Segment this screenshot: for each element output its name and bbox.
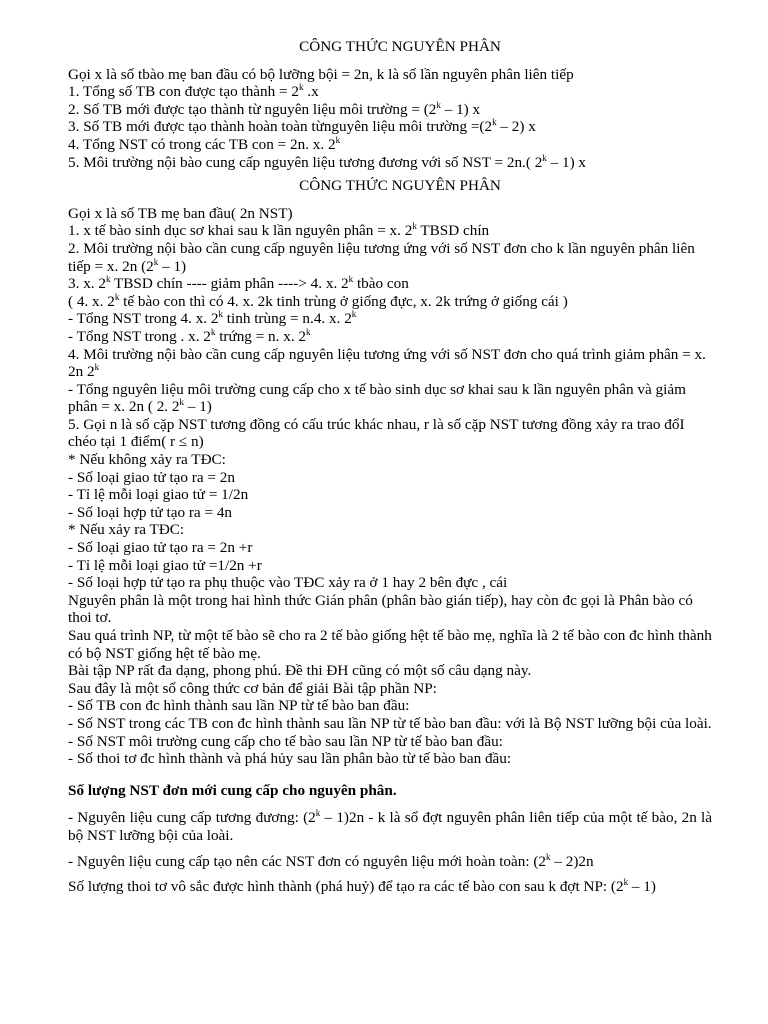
section1-title: CÔNG THỨC NGUYÊN PHÂN	[299, 38, 501, 55]
s2-line-10: * Nếu không xảy ra TĐC:	[68, 451, 226, 469]
s3-paragraph-4: Sau đây là một số công thức cơ bản để giải Bài tập phần NP:	[68, 679, 437, 697]
section2-title: CÔNG THỨC NGUYÊN PHÂN	[299, 177, 501, 195]
s3-paragraph-2: Sau quá trình NP, từ một tế bào sẽ cho ra 2 tế bào giống hệt tế bào mẹ, nghĩa là 2 tế bào con đc hình thành có bộ NST giống hệt tế bào mẹ.	[68, 627, 712, 662]
s2-line-11: - Số loại giao tử tạo ra = 2n	[68, 468, 235, 486]
s3-bullet-2: - Số NST trong các TB con đc hình thành sau lần NP từ tế bào ban đầu: với là Bộ NST lưỡng bội của loài.	[68, 714, 712, 732]
s2-line-4: ( 4. x. 2$^k$ tế bào con thì có 4. x. 2k tinh trùng ở giống đực, x. 2k trứng ở giống cái )	[68, 291, 568, 310]
section1-intro: Gọi x là số tbào mẹ ban đầu có bộ lưỡng bội = 2n, k là số lần nguyên phân liên tiếp	[68, 65, 574, 83]
s2-line-16: - Tỉ lệ mỗi loại giao tử =1/2n +r	[68, 556, 262, 574]
s3-paragraph-3: Bài tập NP rất đa dạng, phong phú. Đề thi ĐH cũng có một số câu dạng này.	[68, 662, 532, 680]
formula-2: 2. Số TB mới được tạo thành từ nguyên liệu môi trường = $(2^k - 1)$ x	[68, 99, 481, 118]
s2-line-5: - Tổng NST trong 4. x. 2$^k$ tinh trùng = n.4. x. 2$^k$	[68, 309, 357, 328]
s4-heading: Số lượng NST đơn mới cung cấp cho nguyên phân.	[68, 781, 397, 799]
s2-line-3: 3. x. 2$^k$ TBSD chín ---- giảm phân ----> 4. x. 2$^k$ tbào con	[68, 274, 409, 293]
s2-line-8: - Tổng nguyên liệu môi trường cung cấp cho x tế bào sinh dục sơ khai sau k lần nguyên phân và giảm phân = x. 2n ( 2. 2$^k$ – 1)	[68, 380, 686, 416]
s3-paragraph-1: Nguyên phân là một trong hai hình thức Gián phân (phân bào gián tiếp), hay còn đc gọi là Phân bào có thoi tơ.	[68, 591, 693, 627]
s2-line-2: 2. Môi trường nội bào cần cung cấp nguyên liệu tương ứng với số NST đơn cho k lần nguyên phân liên tiếp = x. 2n (2$^k$ – 1)	[68, 239, 695, 275]
s4-paragraph-2: - Nguyên liệu cung cấp tạo nên các NST đơn có nguyên liệu mới hoàn toàn: (2$^k$ – 2)2n	[68, 851, 594, 870]
s2-line-9: 5. Gọi n là số cặp NST tương đồng có cấu trúc khác nhau, r là số cặp NST tương đồng xảy ra trao đổI chéo tại 1 điểm( r ≤ n)	[68, 415, 685, 451]
s2-line-15: - Số loại giao tử tạo ra = 2n +r	[68, 539, 253, 557]
formula-5: 5. Môi trường nội bào cung cấp nguyên liệu tương đương với số NST = 2n.( 2$^k$ – 1) x	[68, 152, 587, 171]
s4-paragraph-3: Số lượng thoi tơ vô sắc được hình thành (phá huỷ) để tạo ra các tế bào con sau k đợt NP: (2$^k$ – 1)	[68, 877, 656, 896]
formula-4: 4. Tổng NST có trong các TB con = 2n. x. 2$^k$	[68, 134, 341, 153]
s2-line-14: * Nếu xảy ra TĐC:	[68, 521, 185, 539]
s3-bullet-1: - Số TB con đc hình thành sau lần NP từ tế bào ban đầu:	[68, 697, 410, 715]
s2-line-6: - Tổng NST trong . x. 2$^k$ trứng = n. x. 2$^k$	[68, 326, 311, 345]
s2-line-12: - Tỉ lệ mỗi loại giao tử = 1/2n	[68, 486, 249, 504]
s2-line-1: 1. x tế bào sinh dục sơ khai sau k lần nguyên phân = x. 2$^k$ TBSD chín	[68, 221, 490, 240]
section2-intro: Gọi x là số TB mẹ ban đầu( 2n NST)	[68, 204, 293, 222]
formula-3: 3. Số TB mới được tạo thành hoàn toàn từnguyên liệu môi trường $=(2^k - 2)$ x	[68, 117, 536, 136]
s2-line-7: 4. Môi trường nội bào cần cung cấp nguyên liệu tương ứng với số NST đơn cho quá trình giảm phân = x. 2n 2$^k$	[68, 345, 706, 381]
s2-line-13: - Số loại hợp tử tạo ra = 4n	[68, 503, 233, 521]
s3-bullet-4: - Số thoi tơ đc hình thành và phá hủy sau lần phân bào từ tế bào ban đầu:	[68, 750, 512, 768]
s3-bullet-3: - Số NST môi trường cung cấp cho tế bào sau lần NP từ tế bào ban đầu:	[68, 732, 503, 750]
s4-paragraph-1: - Nguyên liệu cung cấp tương đương: (2$^k$ – 1)2n - k là số đợt nguyên phân liên tiếp của một tế bào, 2n là bộ NST lưỡng bội của loài.	[68, 808, 712, 844]
formula-1: 1. Tổng số TB con được tạo thành = $2^k$ .x	[68, 82, 319, 101]
s2-line-17: - Số loại hợp tử tạo ra phụ thuộc vào TĐC xảy ra ở 1 hay 2 bên đực , cái	[68, 574, 508, 592]
